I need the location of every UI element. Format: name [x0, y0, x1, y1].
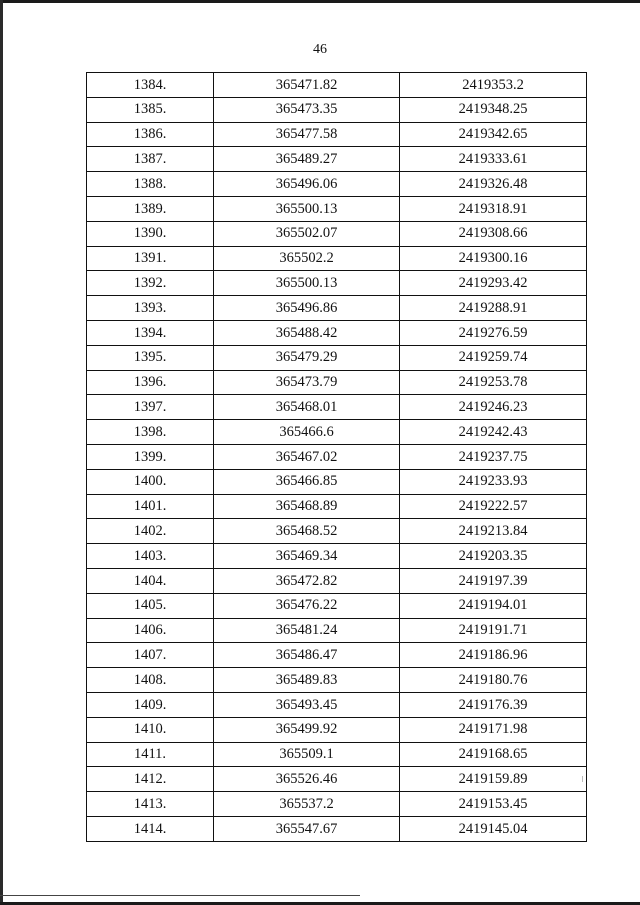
point-number-cell: 1389. — [87, 196, 214, 221]
x-coordinate-cell: 365488.42 — [214, 320, 400, 345]
y-coordinate-cell: 2419259.74 — [400, 345, 587, 370]
y-coordinate-cell: 2419186.96 — [400, 643, 587, 668]
x-coordinate-cell: 365500.13 — [214, 271, 400, 296]
point-number-cell: 1403. — [87, 544, 214, 569]
y-coordinate-cell: 2419213.84 — [400, 519, 587, 544]
y-coordinate-cell: 2419145.04 — [400, 816, 587, 841]
y-coordinate-cell: 2419353.2 — [400, 73, 587, 98]
point-number-cell: 1392. — [87, 271, 214, 296]
point-number-cell: 1412. — [87, 767, 214, 792]
y-coordinate-cell: 2419276.59 — [400, 320, 587, 345]
table-row — [87, 668, 587, 693]
y-coordinate-cell: 2419253.78 — [400, 370, 587, 395]
table-row — [87, 147, 587, 172]
table-row — [87, 469, 587, 494]
point-number-cell: 1394. — [87, 320, 214, 345]
y-coordinate-cell: 2419159.89 — [400, 767, 587, 792]
point-number-cell: 1393. — [87, 296, 214, 321]
x-coordinate-cell: 365468.52 — [214, 519, 400, 544]
table-row — [87, 643, 587, 668]
y-coordinate-cell: 2419180.76 — [400, 668, 587, 693]
x-coordinate-cell: 365496.06 — [214, 172, 400, 197]
x-coordinate-cell: 365500.13 — [214, 196, 400, 221]
y-coordinate-cell: 2419153.45 — [400, 792, 587, 817]
table-row — [87, 196, 587, 221]
table-row — [87, 370, 587, 395]
x-coordinate-cell: 365489.83 — [214, 668, 400, 693]
point-number-cell: 1397. — [87, 395, 214, 420]
x-coordinate-cell: 365493.45 — [214, 692, 400, 717]
page-number: 46 — [313, 42, 327, 57]
y-coordinate-cell: 2419308.66 — [400, 221, 587, 246]
point-number-cell: 1386. — [87, 122, 214, 147]
point-number-cell: 1400. — [87, 469, 214, 494]
table-row — [87, 444, 587, 469]
y-coordinate-cell: 2419222.57 — [400, 494, 587, 519]
x-coordinate-cell: 365502.07 — [214, 221, 400, 246]
x-coordinate-cell: 365468.89 — [214, 494, 400, 519]
scan-edge-left — [0, 0, 3, 905]
x-coordinate-cell: 365489.27 — [214, 147, 400, 172]
table-row — [87, 97, 587, 122]
table-row — [87, 742, 587, 767]
y-coordinate-cell: 2419237.75 — [400, 444, 587, 469]
x-coordinate-cell: 365476.22 — [214, 593, 400, 618]
x-coordinate-cell: 365502.2 — [214, 246, 400, 271]
table-row — [87, 122, 587, 147]
y-coordinate-cell: 2419342.65 — [400, 122, 587, 147]
x-coordinate-cell: 365466.6 — [214, 420, 400, 445]
x-coordinate-cell: 365468.01 — [214, 395, 400, 420]
table-row — [87, 816, 587, 841]
table-row — [87, 271, 587, 296]
table-row — [87, 172, 587, 197]
point-number-cell: 1409. — [87, 692, 214, 717]
x-coordinate-cell: 365496.86 — [214, 296, 400, 321]
x-coordinate-cell: 365526.46 — [214, 767, 400, 792]
table-row — [87, 792, 587, 817]
table-row — [87, 717, 587, 742]
x-coordinate-cell: 365473.35 — [214, 97, 400, 122]
point-number-cell: 1398. — [87, 420, 214, 445]
y-coordinate-cell: 2419197.39 — [400, 568, 587, 593]
table-row — [87, 345, 587, 370]
x-coordinate-cell: 365469.34 — [214, 544, 400, 569]
y-coordinate-cell: 2419318.91 — [400, 196, 587, 221]
point-number-cell: 1401. — [87, 494, 214, 519]
table-row — [87, 420, 587, 445]
point-number-cell: 1388. — [87, 172, 214, 197]
x-coordinate-cell: 365473.79 — [214, 370, 400, 395]
y-coordinate-cell: 2419293.42 — [400, 271, 587, 296]
table-row — [87, 395, 587, 420]
x-coordinate-cell: 365479.29 — [214, 345, 400, 370]
x-coordinate-cell: 365537.2 — [214, 792, 400, 817]
y-coordinate-cell: 2419194.01 — [400, 593, 587, 618]
point-number-cell: 1411. — [87, 742, 214, 767]
y-coordinate-cell: 2419203.35 — [400, 544, 587, 569]
x-coordinate-cell: 365547.67 — [214, 816, 400, 841]
point-number-cell: 1410. — [87, 717, 214, 742]
point-number-cell: 1413. — [87, 792, 214, 817]
point-number-cell: 1406. — [87, 618, 214, 643]
x-coordinate-cell: 365481.24 — [214, 618, 400, 643]
y-coordinate-cell: 2419242.43 — [400, 420, 587, 445]
point-number-cell: 1405. — [87, 593, 214, 618]
x-coordinate-cell: 365467.02 — [214, 444, 400, 469]
scan-bottom-rule — [0, 895, 360, 896]
y-coordinate-cell: 2419176.39 — [400, 692, 587, 717]
point-number-cell: 1407. — [87, 643, 214, 668]
point-number-cell: 1408. — [87, 668, 214, 693]
point-number-cell: 1384. — [87, 73, 214, 98]
y-coordinate-cell: 2419300.16 — [400, 246, 587, 271]
y-coordinate-cell: 2419171.98 — [400, 717, 587, 742]
x-coordinate-cell: 365466.85 — [214, 469, 400, 494]
coordinates-table-body — [87, 73, 587, 842]
point-number-cell: 1402. — [87, 519, 214, 544]
table-row — [87, 519, 587, 544]
scan-edge-top — [0, 0, 640, 3]
point-number-cell: 1390. — [87, 221, 214, 246]
y-coordinate-cell: 2419333.61 — [400, 147, 587, 172]
x-coordinate-cell: 365499.92 — [214, 717, 400, 742]
x-coordinate-cell: 365471.82 — [214, 73, 400, 98]
table-row — [87, 568, 587, 593]
point-number-cell: 1396. — [87, 370, 214, 395]
table-row — [87, 692, 587, 717]
table-row — [87, 296, 587, 321]
table-row — [87, 593, 587, 618]
table-row — [87, 246, 587, 271]
y-coordinate-cell: 2419288.91 — [400, 296, 587, 321]
y-coordinate-cell: 2419233.93 — [400, 469, 587, 494]
point-number-cell: 1385. — [87, 97, 214, 122]
point-number-cell: 1414. — [87, 816, 214, 841]
y-coordinate-cell: 2419246.23 — [400, 395, 587, 420]
coordinates-table — [86, 72, 587, 842]
table-row — [87, 320, 587, 345]
y-coordinate-cell: 2419191.71 — [400, 618, 587, 643]
point-number-cell: 1387. — [87, 147, 214, 172]
table-row — [87, 494, 587, 519]
point-number-cell: 1391. — [87, 246, 214, 271]
point-number-cell: 1395. — [87, 345, 214, 370]
table-row — [87, 767, 587, 792]
point-number-cell: 1399. — [87, 444, 214, 469]
x-coordinate-cell: 365509.1 — [214, 742, 400, 767]
y-coordinate-cell: 2419168.65 — [400, 742, 587, 767]
point-number-cell: 1404. — [87, 568, 214, 593]
x-coordinate-cell: 365477.58 — [214, 122, 400, 147]
table-row — [87, 544, 587, 569]
x-coordinate-cell: 365486.47 — [214, 643, 400, 668]
table-row — [87, 73, 587, 98]
table-row — [87, 618, 587, 643]
y-coordinate-cell: 2419326.48 — [400, 172, 587, 197]
y-coordinate-cell: 2419348.25 — [400, 97, 587, 122]
x-coordinate-cell: 365472.82 — [214, 568, 400, 593]
table-row — [87, 221, 587, 246]
